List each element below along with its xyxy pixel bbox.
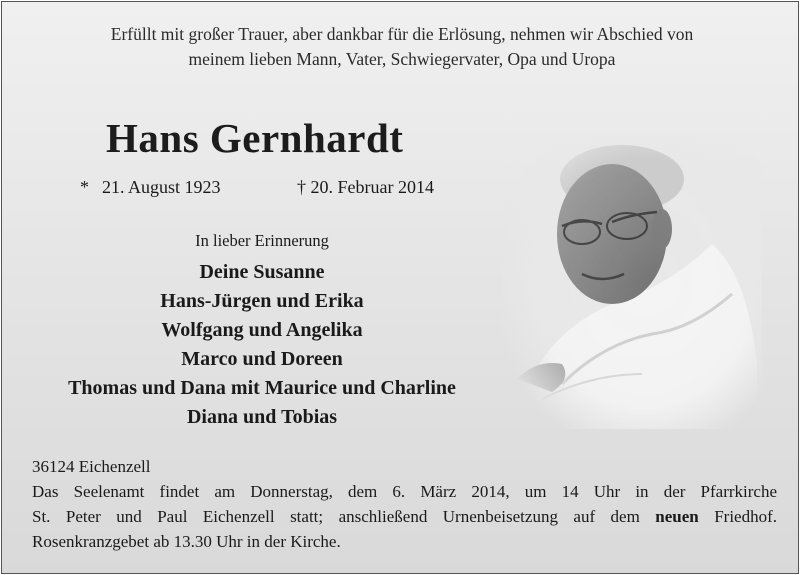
birth-date-text: 21. August 1923 [102,177,221,197]
intro-line-2: meinem lieben Mann, Vater, Schwiegervater, Opa und Uropa [188,49,616,69]
service-line-2-end: Friedhof. [714,507,777,526]
death-date: † 20. Februar 2014 [297,177,434,197]
obituary-card [1,1,799,574]
intro-line-1: Erfüllt mit großer Trauer, aber dankbar für die Erlösung, nehmen wir Abschied von [110,24,694,44]
birth-date [80,177,221,198]
family-member: Thomas und Dana mit Maurice und Charline [68,377,456,399]
family-member: Marco und Doreen [181,348,343,370]
family-list [2,258,522,432]
family-member: Diana und Tobias [186,406,338,428]
service-line-3: Rosenkranzgebet ab 13.30 Uhr in der Kirche. [32,532,341,551]
memory-label: In lieber Erinnerung [195,231,329,250]
service-line-2 [32,504,777,529]
intro-text [2,22,799,72]
portrait-photo [502,134,762,429]
family-member: Hans-Jürgen und Erika [160,290,364,312]
service-info [32,454,777,554]
service-line-2-start: St. Peter und Paul Eichenzell statt; anschließend Urnenbeisetzung auf dem [32,507,640,526]
birth-star-icon: * [80,177,89,197]
service-line-2-bold: neuen [655,507,699,526]
family-member: Wolfgang und Angelika [161,319,363,341]
family-member: Deine Susanne [199,261,325,283]
service-line-1: Das Seelenamt findet am Donnerstag, dem 6. März 2014, um 14 Uhr in der Pfarrkirche [32,482,777,501]
location: 36124 Eichenzell [32,457,151,476]
deceased-name: Hans Gernhardt [106,115,404,161]
